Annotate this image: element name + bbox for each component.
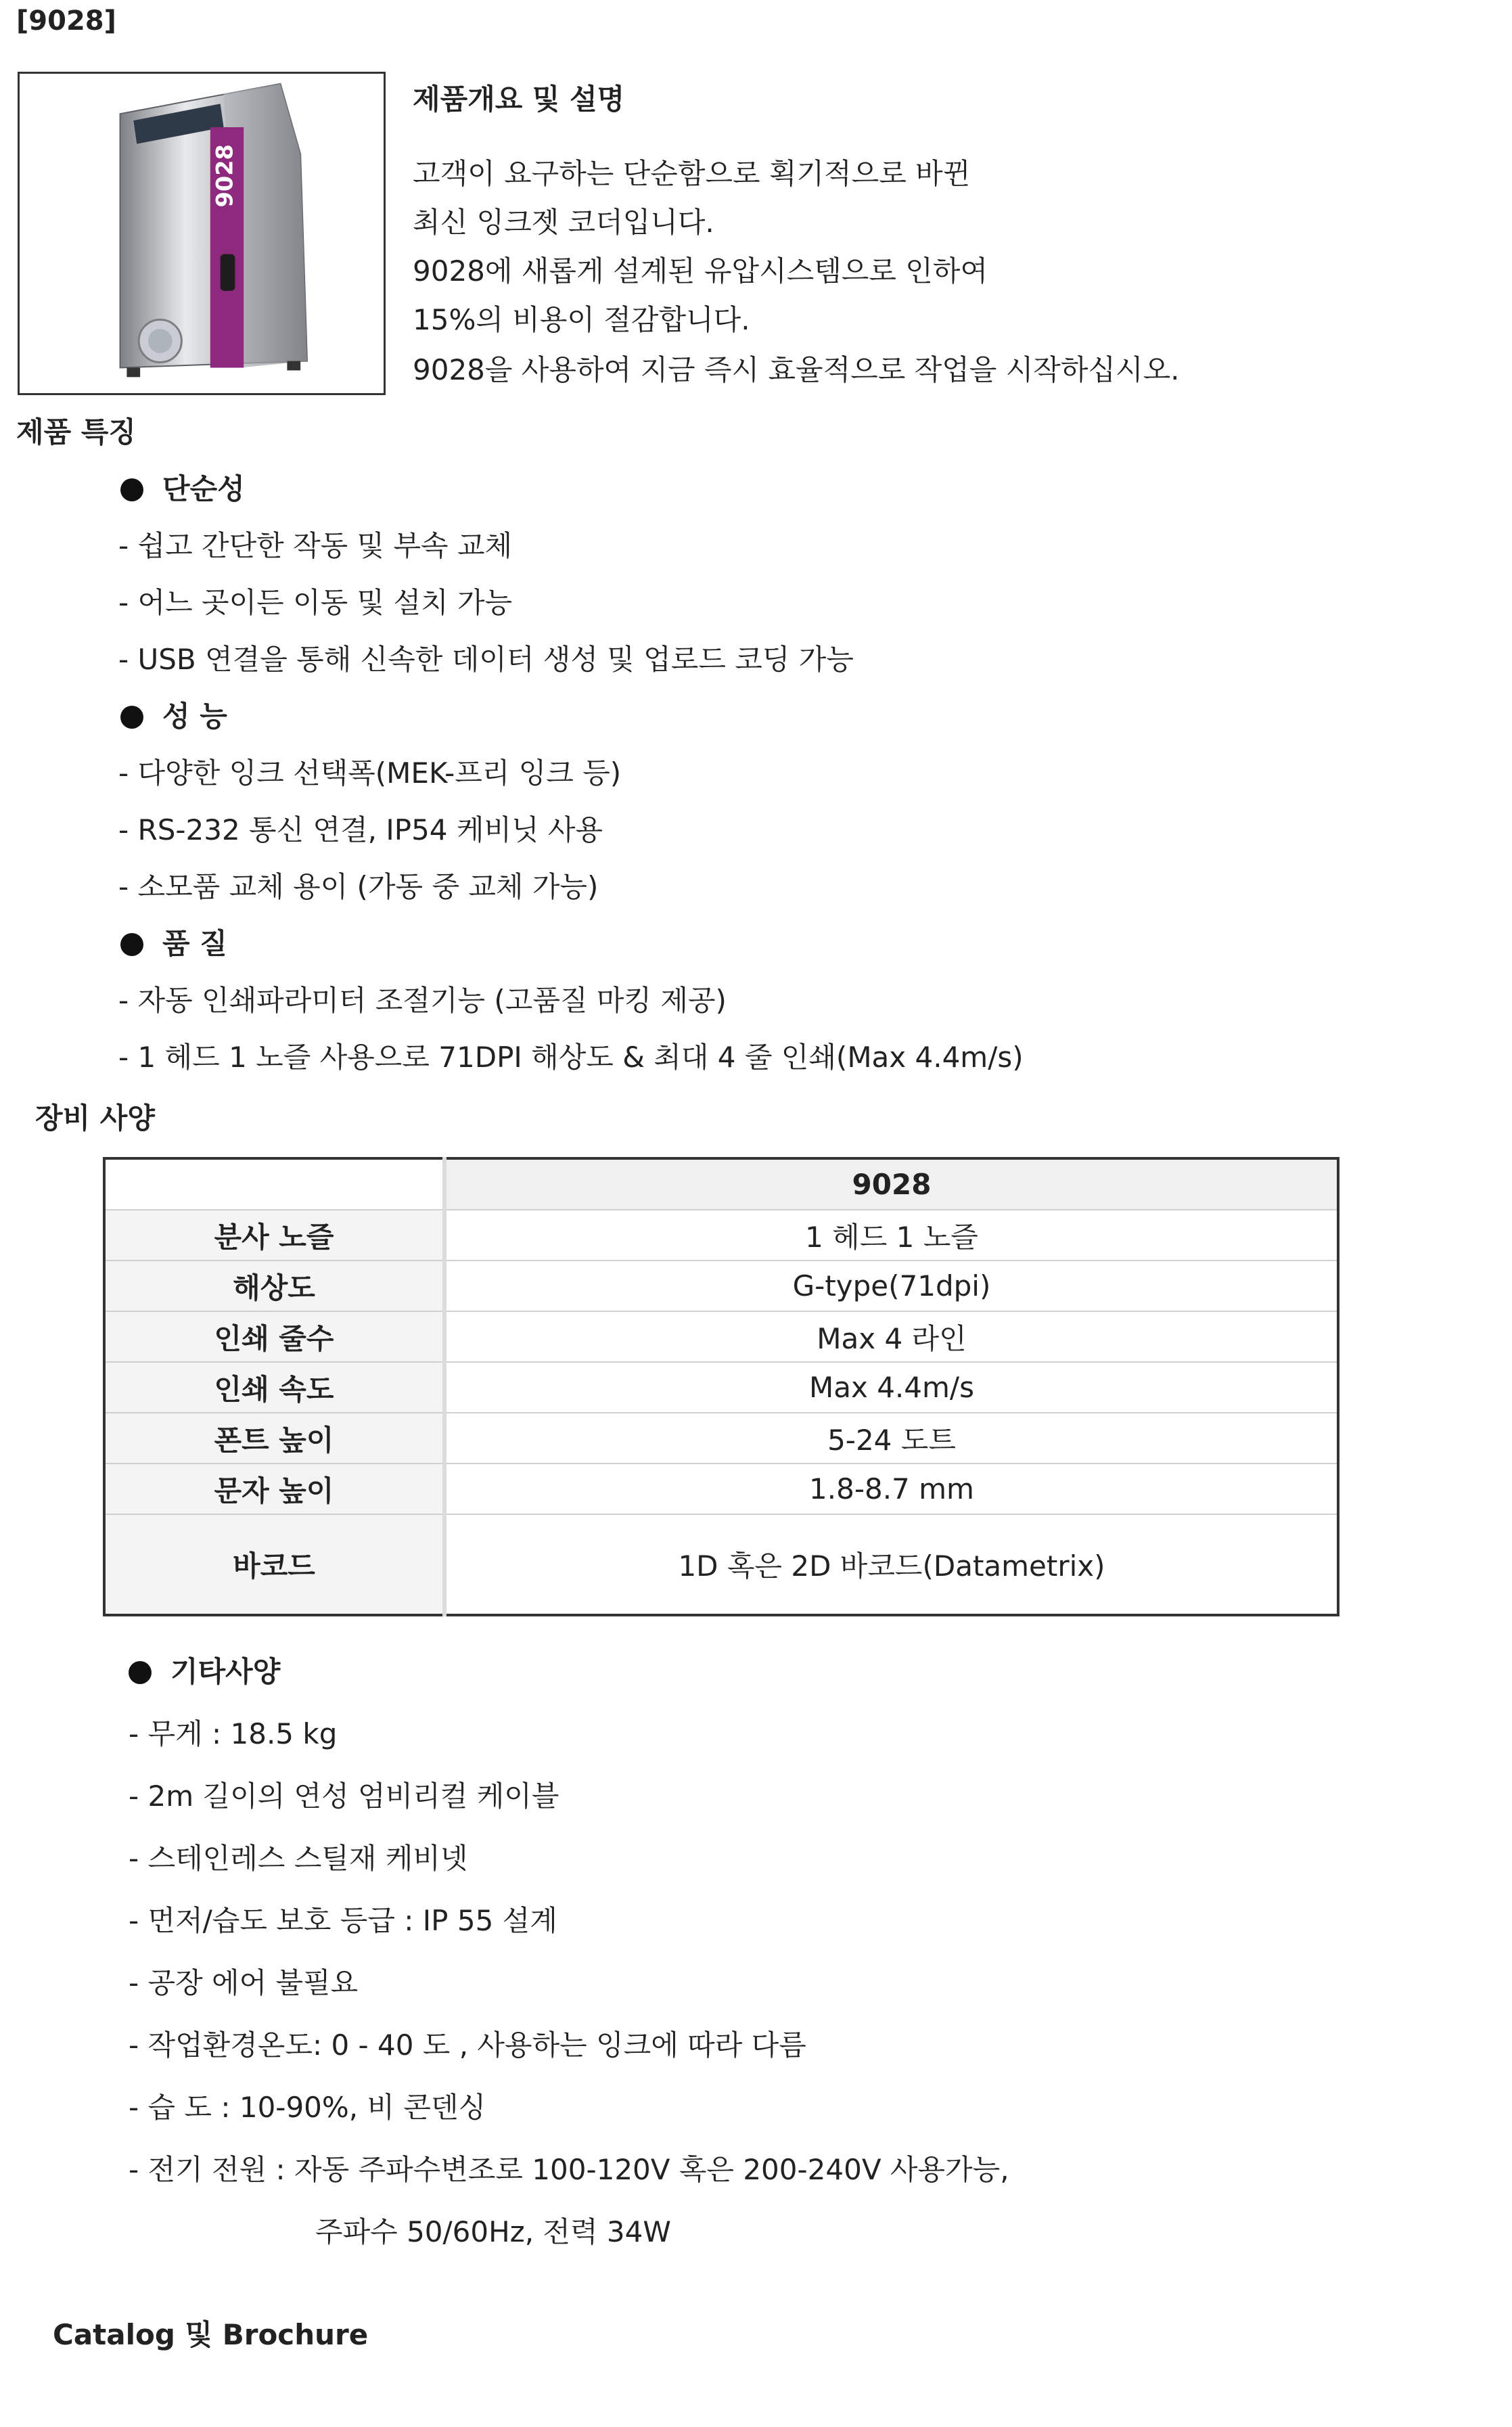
feature-item: - 어느 곳이든 이동 및 설치 가능 (118, 586, 513, 619)
overview-line: 고객이 요구하는 단순함으로 획기적으로 바뀐 (413, 157, 971, 190)
table-row (104, 1464, 1338, 1514)
spec-value: 1 헤드 1 노즐 (444, 1210, 1338, 1261)
feature-item: - 다양한 잉크 선택폭(MEK-프리 잉크 등) (118, 756, 622, 790)
bullet-icon (120, 933, 143, 956)
other-spec-item: - 2m 길이의 연성 엄비리컬 케이블 (129, 1779, 559, 1813)
table-row (104, 1210, 1338, 1261)
printer-model-label: 9028 (211, 144, 238, 208)
bullet-icon (129, 1661, 152, 1684)
spec-value: 1.8-8.7 mm (444, 1464, 1338, 1514)
other-spec-item: - 공장 에어 불필요 (129, 1966, 359, 1999)
spec-value: G-type(71dpi) (444, 1261, 1338, 1311)
spec-value: Max 4 라인 (444, 1311, 1338, 1362)
spec-label: 해상도 (104, 1261, 444, 1311)
spec-label: 인쇄 속도 (104, 1362, 444, 1413)
feature-group-quality: 품 질 (120, 922, 227, 962)
spec-value: 5-24 도트 (444, 1413, 1338, 1464)
other-spec-item: - 전기 전원 : 자동 주파수변조로 100-120V 혹은 200-240V 사용가능, (129, 2153, 1009, 2186)
other-spec-item: - 스테인레스 스틸재 케비넷 (129, 1842, 468, 1875)
feature-item: - 1 헤드 1 노즐 사용으로 71DPI 해상도 & 최대 4 줄 인쇄(Max 4.4m/s) (118, 1041, 1024, 1074)
other-specs-title: 기타사양 (129, 1650, 280, 1690)
spec-label: 폰트 높이 (104, 1413, 444, 1464)
table-row (104, 1362, 1338, 1413)
spec-label: 분사 노즐 (104, 1210, 444, 1261)
feature-group-simplicity: 단순성 (120, 467, 245, 507)
other-spec-continuation: 주파수 50/60Hz, 전력 34W (315, 2215, 671, 2248)
spec-label: 인쇄 줄수 (104, 1311, 444, 1362)
feature-item: - USB 연결을 통해 신속한 데이터 생성 및 업로드 코딩 가능 (118, 643, 854, 676)
features-title: 제품 특징 (16, 415, 136, 449)
specs-column-header: 9028 (444, 1158, 1338, 1210)
overview-title: 제품개요 및 설명 (413, 83, 625, 116)
specs-corner-cell (104, 1158, 444, 1210)
table-row (104, 1514, 1338, 1615)
spec-value: Max 4.4m/s (444, 1362, 1338, 1413)
table-row (104, 1311, 1338, 1362)
other-spec-item: - 작업환경온도: 0 - 40 도 , 사용하는 잉크에 따라 다름 (129, 2028, 806, 2062)
feature-item: - 쉽고 간단한 작동 및 부속 교체 (118, 529, 513, 562)
overview-line: 9028을 사용하여 지금 즉시 효율적으로 작업을 시작하십시오. (413, 353, 1180, 386)
specs-table (103, 1157, 1339, 1616)
specs-header-row (104, 1158, 1338, 1210)
feature-item: - 소모품 교체 용이 (가동 중 교체 가능) (118, 870, 599, 903)
product-image (18, 72, 386, 395)
model-tag: [9028] (16, 5, 116, 37)
inkjet-printer-illustration (20, 74, 384, 393)
overview-line: 최신 잉크젯 코더입니다. (413, 206, 714, 239)
overview-line: 9028에 새롭게 설계된 유압시스템으로 인하여 (413, 254, 988, 288)
spec-label: 문자 높이 (104, 1464, 444, 1514)
specs-title: 장비 사양 (35, 1102, 155, 1135)
spec-label: 바코드 (104, 1514, 444, 1615)
feature-group-performance: 성 능 (120, 694, 227, 735)
other-spec-item: - 먼저/습도 보호 등급 : IP 55 설계 (129, 1904, 557, 1937)
other-spec-item: - 무게 : 18.5 kg (129, 1717, 338, 1750)
catalog-link[interactable]: Catalog 및 Brochure (53, 2318, 369, 2351)
table-row (104, 1261, 1338, 1311)
other-spec-item: - 습 도 : 10-90%, 비 콘덴싱 (129, 2091, 486, 2124)
table-row (104, 1413, 1338, 1464)
bullet-icon (120, 478, 143, 501)
spec-value: 1D 혹은 2D 바코드(Datametrix) (444, 1514, 1338, 1615)
feature-item: - RS-232 통신 연결, IP54 케비닛 사용 (118, 813, 603, 846)
feature-item: - 자동 인쇄파라미터 조절기능 (고품질 마킹 제공) (118, 984, 727, 1017)
bullet-icon (120, 706, 143, 729)
overview-line: 15%의 비용이 절감합니다. (413, 303, 750, 336)
